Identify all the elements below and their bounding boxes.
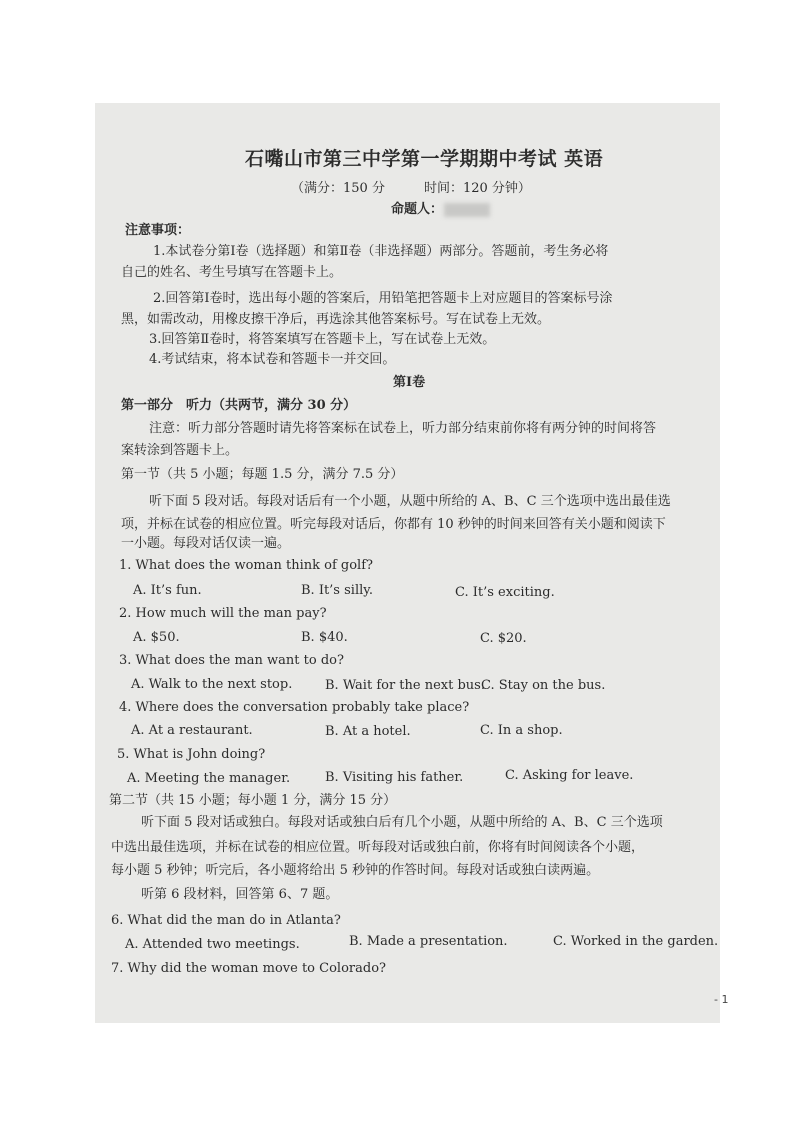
section1-instr: 听下面 5 段对话。每段对话后有一个小题，从题中所给的 A、B、C 三个选项中选出最佳选 bbox=[149, 494, 671, 509]
section2-instr: 中选出最佳选项，并标在试卷的相应位置。听每段对话或独白前，你将有时间阅读各个小题， bbox=[111, 840, 645, 855]
volume-title: 第Ⅰ卷 bbox=[393, 375, 426, 390]
section1-instr: 一小题。每段对话仅读一遍。 bbox=[121, 536, 291, 551]
option-a: A. Walk to the next stop. bbox=[131, 677, 293, 692]
section2-heading: 第二节（共 15 小题；每小题 1 分，满分 15 分） bbox=[109, 793, 397, 808]
notice-line: 2.回答第Ⅰ卷时，选出每小题的答案后，用铅笔把答题卡上对应题目的答案标号涂 bbox=[153, 291, 613, 306]
option-c: C. In a shop. bbox=[480, 723, 563, 738]
part1-note: 案转涂到答题卡上。 bbox=[121, 443, 239, 458]
question-text: 5. What is John doing? bbox=[117, 747, 266, 762]
question-text: 4. Where does the conversation probably take place? bbox=[119, 700, 470, 715]
exam-title: 石嘴山市第三中学第一学期期中考试 英语 bbox=[245, 148, 604, 170]
notice-heading: 注意事项： bbox=[125, 223, 191, 238]
notice-line: 黑，如需改动，用橡皮擦干净后，再选涂其他答案标号。写在试卷上无效。 bbox=[121, 312, 551, 327]
option-c: C. Worked in the garden. bbox=[553, 934, 719, 949]
section1-heading: 第一节（共 5 小题；每题 1.5 分，满分 7.5 分） bbox=[121, 467, 404, 482]
option-b: B. Visiting his father. bbox=[325, 770, 464, 785]
section2-instr: 每小题 5 秒钟；听完后，各小题将给出 5 秒钟的作答时间。每段对话或独白读两遍。 bbox=[111, 863, 600, 878]
exam-meta: （满分：150 分 时间：120 分钟） bbox=[291, 181, 531, 196]
option-c: C. It’s exciting. bbox=[455, 585, 555, 600]
question-text: 6. What did the man do in Atlanta? bbox=[111, 913, 341, 928]
option-b: B. $40. bbox=[301, 630, 348, 645]
option-b: B. It’s silly. bbox=[301, 583, 374, 598]
option-b: B. Made a presentation. bbox=[349, 934, 508, 949]
option-a: A. Meeting the manager. bbox=[127, 771, 291, 786]
redacted-name bbox=[444, 203, 490, 217]
option-a: A. $50. bbox=[133, 630, 180, 645]
part1-heading: 第一部分 听力（共两节，满分 30 分） bbox=[121, 398, 357, 413]
option-c: C. Stay on the bus. bbox=[481, 678, 606, 693]
author-label: 命题人： bbox=[391, 202, 444, 217]
part1-note: 注意：听力部分答题时请先将答案标在试卷上，听力部分结束前你将有两分钟的时间将答 bbox=[149, 421, 657, 436]
exam-sheet bbox=[95, 103, 720, 1023]
option-b: B. At a hotel. bbox=[325, 724, 411, 739]
option-a: A. Attended two meetings. bbox=[125, 937, 300, 952]
section2-material: 听第 6 段材料，回答第 6、7 题。 bbox=[141, 887, 339, 902]
option-a: A. At a restaurant. bbox=[131, 723, 253, 738]
page-number: - 1 bbox=[714, 993, 729, 1006]
notice-line: 3.回答第Ⅱ卷时，将答案填写在答题卡上，写在试卷上无效。 bbox=[149, 332, 496, 347]
question-text: 1. What does the woman think of golf? bbox=[119, 558, 373, 573]
option-a: A. It’s fun. bbox=[133, 583, 202, 598]
option-c: C. Asking for leave. bbox=[505, 768, 634, 783]
question-text: 2. How much will the man pay? bbox=[119, 606, 327, 621]
section1-instr: 项，并标在试卷的相应位置。听完每段对话后，你都有 10 秒钟的时间来回答有关小题和阅读下 bbox=[121, 517, 666, 532]
question-text: 7. Why did the woman move to Colorado? bbox=[111, 961, 386, 976]
question-text: 3. What does the man want to do? bbox=[119, 653, 344, 668]
section2-instr: 听下面 5 段对话或独白。每段对话或独白后有几个小题，从题中所给的 A、B、C 三个选项 bbox=[141, 815, 663, 830]
notice-line: 4.考试结束，将本试卷和答题卡一并交回。 bbox=[149, 352, 396, 367]
option-c: C. $20. bbox=[480, 631, 527, 646]
notice-line: 自己的姓名、考生号填写在答题卡上。 bbox=[121, 265, 343, 280]
option-b: B. Wait for the next bus. bbox=[325, 678, 485, 693]
notice-line: 1.本试卷分第Ⅰ卷（选择题）和第Ⅱ卷（非选择题）两部分。答题前，考生务必将 bbox=[153, 244, 609, 259]
